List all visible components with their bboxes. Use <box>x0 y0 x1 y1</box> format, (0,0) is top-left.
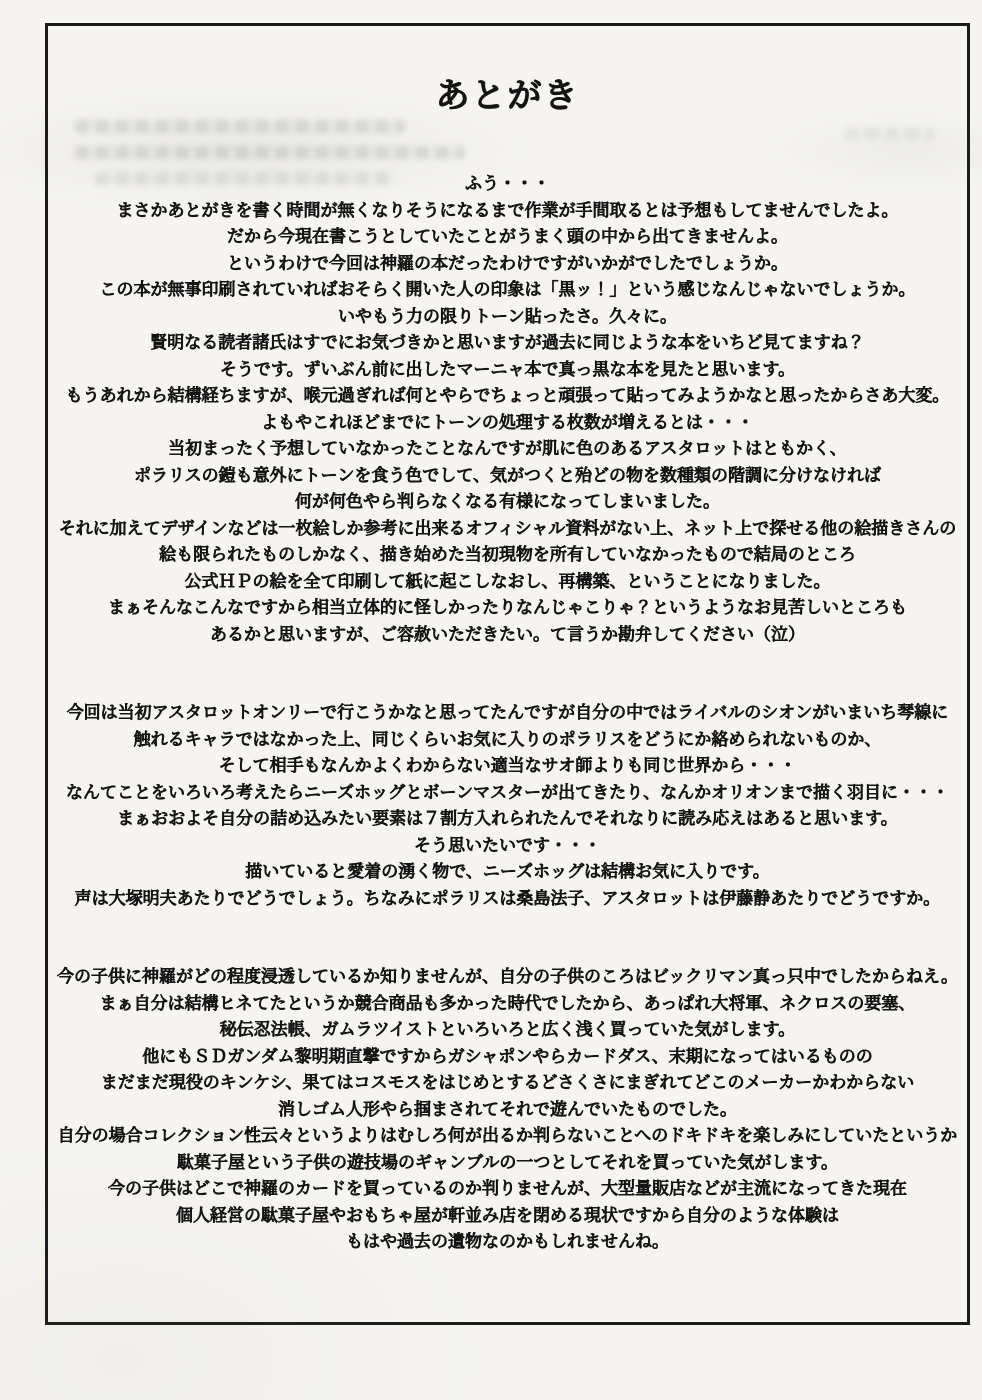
text-line: というわけで今回は神羅の本だったわけですがいかがでしたでしょうか。 <box>227 253 788 273</box>
paragraphs <box>48 171 967 1256</box>
page-border-frame <box>45 23 970 1325</box>
text-line: 絵も限られたものしかなく、描き始めた当初現物を所有していなかったもので結局のところ <box>159 545 856 565</box>
paragraph <box>48 700 967 912</box>
text-line: 当初まったく予想していなかったことなんですが肌に色のあるアスタロットはともかく、 <box>168 439 847 459</box>
page-content <box>48 26 967 1322</box>
paragraph <box>48 171 967 648</box>
text-line: 他にもＳＤガンダム黎明期直撃ですからガシャポンやらカードダス、末期になってはいるものの <box>142 1046 873 1066</box>
text-line: 消しゴム人形やら掴まされてそれで遊んでいたものでした。 <box>278 1099 737 1119</box>
text-line: そう思いたいです・・・ <box>414 835 601 855</box>
text-line: 駄菓子屋という子供の遊技場のギャンブルの一つとしてそれを買っていた気がします。 <box>177 1152 838 1172</box>
text-line: もうあれから結構経ちますが、喉元過ぎれば何とやらでちょっと頑張って貼ってみようかなと思ったからさあ大変。 <box>65 386 950 406</box>
text-line: もはや過去の遺物なのかもしれませんね。 <box>346 1232 669 1252</box>
text-line: 個人経営の駄菓子屋やおもちゃ屋が軒並み店を閉める現状ですから自分のような体験は <box>176 1205 839 1225</box>
text-line: よもやこれほどまでにトーンの処理する枚数が増えるとは・・・ <box>261 412 754 432</box>
paragraph <box>48 964 967 1256</box>
text-line: まぁ自分は結構ヒネてたというか競合商品も多かった時代でしたから、あっぱれ大将軍、ネクロスの要塞、 <box>99 993 916 1013</box>
text-line: ポラリスの鎧も意外にトーンを食う色でして、気がつくと殆どの物を数種類の階調に分けなければ <box>134 465 881 485</box>
text-line: この本が無事印刷されていればおそらく開いた人の印象は「黒ッ！」という感じなんじゃないでしょうか。 <box>99 280 916 300</box>
text-line: それに加えてデザインなどは一枚絵しか参考に出来るオフィシャル資料がない上、ネット上で探せる他の絵描きさんの <box>58 518 957 538</box>
text-line: そして相手もなんかよくわからない適当なサオ師よりも同じ世界から・・・ <box>218 756 797 776</box>
text-line: 自分の場合コレクション性云々というよりはむしろ何が出るか判らないことへのドキドキを楽しみにしていたというか <box>57 1126 958 1146</box>
text-line: だから今現在書こうとしていたことがうまく頭の中から出てきませんよ。 <box>227 227 788 247</box>
text-line: あるかと思いますが、ご容赦いただきたい。て言うか勘弁してください（泣） <box>210 624 805 644</box>
text-line: 今回は当初アスタロットオンリーで行こうかなと思ってたんですが自分の中ではライバルのシオンがいまいち琴線に <box>66 703 949 723</box>
text-line: ふう・・・ <box>465 174 550 194</box>
text-line: 今の子供に神羅がどの程度浸透しているか知りませんが、自分の子供のころはビックリマン真っ只中でしたからねえ。 <box>57 967 958 987</box>
text-line: 秘伝忍法帳、ガムラツイストといろいろと広く浅く買っていた気がします。 <box>219 1020 796 1040</box>
text-line: まぁおおよそ自分の詰め込みたい要素は７割方入れられたんでそれなりに読み応えはあると思います。 <box>117 809 898 829</box>
text-line: 触れるキャラではなかった上、同じくらいお気に入りのポラリスをどうにか絡められないものか、 <box>133 729 882 749</box>
text-line: まさかあとがきを書く時間が無くなりそうになるまで作業が手間取るとは予想もしてませんでしたよ。 <box>116 200 899 220</box>
text-line: 何が何色やら判らなくなる有様になってしまいました。 <box>295 492 720 512</box>
text-line: そうです。ずいぶん前に出したマーニャ本で真っ黒な本を見たと思います。 <box>219 359 796 379</box>
text-line: まぁそんなこんなですから相当立体的に怪しかったりなんじゃこりゃ？というようなお見苦しいところも <box>108 598 907 618</box>
text-line: まだまだ現役のキンケシ、果てはコスモスをはじめとするどさくさにまぎれてどこのメーカーかわからない <box>100 1073 915 1093</box>
page-title: あとがき <box>435 77 580 115</box>
text-line: 賢明なる読者諸氏はすでにお気づきかと思いますが過去に同じような本をいちど見てますね？ <box>150 333 865 353</box>
text-line: なんてことをいろいろ考えたらニーズホッグとボーンマスターが出てきたり、なんかオリオンまで描く羽目に・・・ <box>66 782 949 802</box>
text-line: 声は大塚明夫あたりでどうでしょう。ちなみにポラリスは桑島法子、アスタロットは伊藤静あたりでどうですか。 <box>74 888 941 908</box>
text-line: いやもう力の限りトーン貼ったさ。久々に。 <box>338 306 677 326</box>
text-line: 今の子供はどこで神羅のカードを買っているのか判りませんが、大型量販店などが主流になってきた現在 <box>108 1179 907 1199</box>
text-line: 描いていると愛着の湧く物で、ニーズホッグは結構お気に入りです。 <box>245 862 770 882</box>
text-line: 公式ＨＰの絵を全て印刷して紙に起こしなおし、再構築、ということになりました。 <box>184 571 831 591</box>
